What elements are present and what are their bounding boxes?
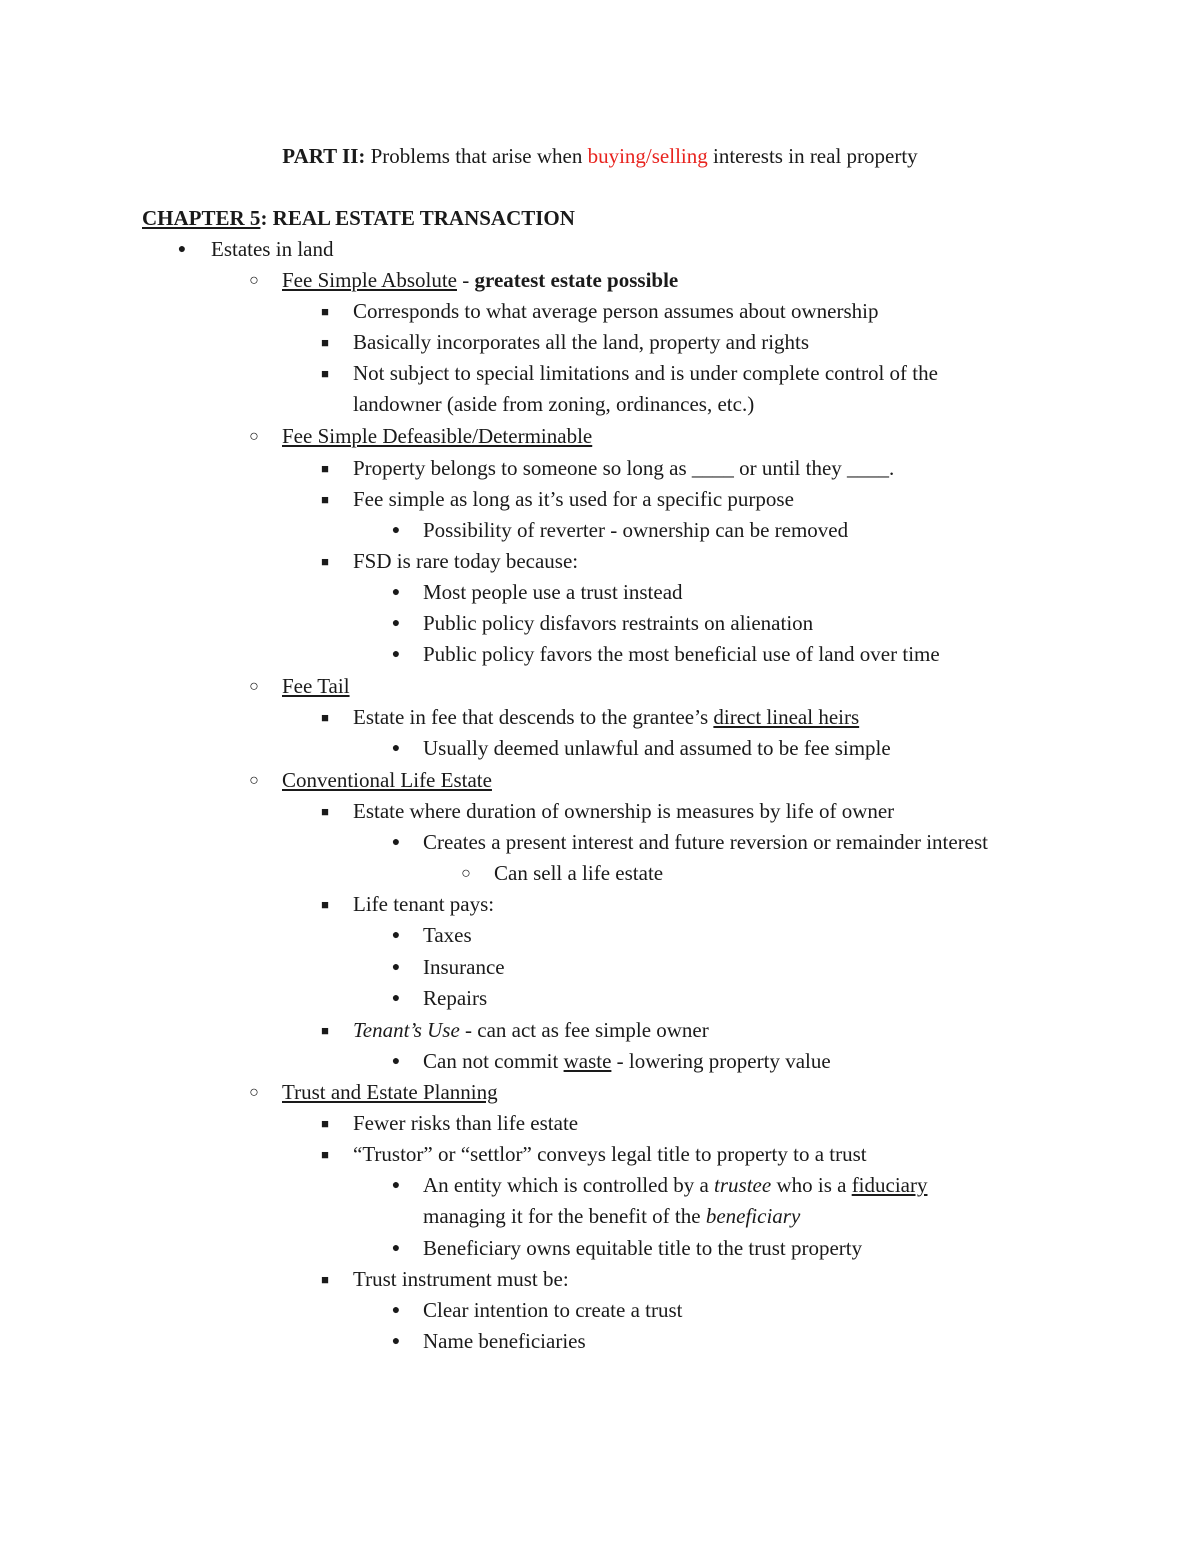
list-item-trust: Trust and Estate Planning xyxy=(282,1080,498,1104)
square-bullet-icon: ■ xyxy=(321,804,329,819)
fsa-bold: greatest estate possible xyxy=(474,268,679,292)
filled-bullet-icon: ● xyxy=(391,647,401,662)
list-item: Fewer risks than life estate xyxy=(353,1111,579,1135)
filled-bullet-icon: ● xyxy=(391,523,401,538)
list-item: Not subject to special limitations and is under complete control of the xyxy=(353,361,938,385)
list-item: Beneficiary owns equitable title to the trust property xyxy=(423,1236,863,1260)
list-item: FSD is rare today because: xyxy=(353,549,579,573)
hollow-bullet-icon: ○ xyxy=(461,865,471,882)
filled-bullet-icon: ● xyxy=(391,928,401,943)
hollow-bullet-icon: ○ xyxy=(249,428,259,445)
list-item: “Trustor” or “settlor” conveys legal title to property to a trust xyxy=(353,1142,867,1166)
square-bullet-icon: ■ xyxy=(321,1272,329,1287)
list-item: Insurance xyxy=(423,955,505,979)
filled-bullet-icon: ● xyxy=(391,616,401,631)
hollow-bullet-icon: ○ xyxy=(249,272,259,289)
filled-bullet-icon: ● xyxy=(391,1178,401,1193)
list-item: Possibility of reverter - ownership can be removed xyxy=(423,518,849,542)
square-bullet-icon: ■ xyxy=(321,554,329,569)
list-item xyxy=(353,1015,709,1046)
square-bullet-icon: ■ xyxy=(321,492,329,507)
filled-bullet-icon: ● xyxy=(391,960,401,975)
list-item: Repairs xyxy=(423,986,488,1010)
filled-bullet-icon: ● xyxy=(391,1241,401,1256)
filled-bullet-icon: ● xyxy=(391,1054,401,1069)
filled-bullet-icon: ● xyxy=(391,585,401,600)
part-label: PART II: xyxy=(282,144,366,168)
list-item-continuation xyxy=(423,1201,800,1232)
square-bullet-icon: ■ xyxy=(321,366,329,381)
tep-2a-pre: An entity which is controlled by a xyxy=(423,1173,715,1197)
fsa-title: Fee Simple Absolute xyxy=(282,268,457,292)
list-item: Most people use a trust instead xyxy=(423,580,683,604)
filled-bullet-icon: ● xyxy=(391,1303,401,1318)
list-item-continuation: landowner (aside from zoning, ordinances, etc.) xyxy=(353,392,755,416)
tep-2a2-pre: managing it for the benefit of the xyxy=(423,1204,706,1228)
tep-2a-mid: who is a xyxy=(771,1173,852,1197)
list-item: Trust instrument must be: xyxy=(353,1267,569,1291)
list-item-life-estate: Conventional Life Estate xyxy=(282,768,492,792)
list-item: Public policy disfavors restraints on alienation xyxy=(423,611,814,635)
list-item: Clear intention to create a trust xyxy=(423,1298,683,1322)
cle-3-italic: Tenant’s Use xyxy=(353,1018,460,1042)
cle-3a-underlined: waste xyxy=(563,1049,612,1073)
part-text-highlight: buying/selling xyxy=(587,144,708,168)
filled-bullet-icon: ● xyxy=(391,741,401,756)
filled-bullet-icon: ● xyxy=(391,991,401,1006)
tep-2a-italic: trustee xyxy=(714,1173,772,1197)
ft-1-pre: Estate in fee that descends to the grantee’s xyxy=(353,705,714,729)
square-bullet-icon: ■ xyxy=(321,1147,329,1162)
chapter-title: : REAL ESTATE TRANSACTION xyxy=(260,206,575,230)
hollow-bullet-icon: ○ xyxy=(249,678,259,695)
square-bullet-icon: ■ xyxy=(321,304,329,319)
hollow-bullet-icon: ○ xyxy=(249,1084,259,1101)
filled-bullet-icon: ● xyxy=(391,1334,401,1349)
filled-bullet-icon: ● xyxy=(391,835,401,850)
part-heading xyxy=(0,141,1200,172)
list-item: Property belongs to someone so long as ____ or until they ____. xyxy=(353,456,895,480)
part-text-pre: Problems that arise when xyxy=(370,144,583,168)
list-item: Taxes xyxy=(423,923,472,947)
list-item xyxy=(423,1046,831,1077)
filled-bullet-icon: ● xyxy=(177,242,187,257)
list-item: Basically incorporates all the land, property and rights xyxy=(353,330,810,354)
list-item-estates: Estates in land xyxy=(211,237,334,261)
part-text-post: interests in real property xyxy=(713,144,918,168)
square-bullet-icon: ■ xyxy=(321,710,329,725)
list-item-fee-tail: Fee Tail xyxy=(282,674,350,698)
square-bullet-icon: ■ xyxy=(321,335,329,350)
square-bullet-icon: ■ xyxy=(321,897,329,912)
square-bullet-icon: ■ xyxy=(321,461,329,476)
list-item: Estate where duration of ownership is measures by life of owner xyxy=(353,799,895,823)
cle-3a-post: - lowering property value xyxy=(611,1049,831,1073)
tep-2a-underlined: fiduciary xyxy=(851,1173,928,1197)
ft-1-underlined: direct lineal heirs xyxy=(713,705,860,729)
list-item: Corresponds to what average person assumes about ownership xyxy=(353,299,879,323)
hollow-bullet-icon: ○ xyxy=(249,772,259,789)
square-bullet-icon: ■ xyxy=(321,1023,329,1038)
list-item: Public policy favors the most beneficial use of land over time xyxy=(423,642,940,666)
square-bullet-icon: ■ xyxy=(321,1116,329,1131)
list-item-fsa xyxy=(282,265,678,296)
list-item: Can sell a life estate xyxy=(494,861,664,885)
fsa-sep: - xyxy=(457,268,475,292)
list-item xyxy=(353,702,859,733)
list-item: Creates a present interest and future reversion or remainder interest xyxy=(423,830,989,854)
list-item: Fee simple as long as it’s used for a specific purpose xyxy=(353,487,794,511)
list-item: Usually deemed unlawful and assumed to be fee simple xyxy=(423,736,891,760)
cle-3-post: - can act as fee simple owner xyxy=(459,1018,709,1042)
list-item: Life tenant pays: xyxy=(353,892,495,916)
chapter-label: CHAPTER 5 xyxy=(142,206,261,230)
tep-2a2-italic: beneficiary xyxy=(705,1204,801,1228)
list-item: Name beneficiaries xyxy=(423,1329,586,1353)
list-item-fsd: Fee Simple Defeasible/Determinable xyxy=(282,424,593,448)
list-item xyxy=(423,1170,927,1201)
cle-3a-pre: Can not commit xyxy=(423,1049,564,1073)
chapter-heading xyxy=(142,203,575,234)
